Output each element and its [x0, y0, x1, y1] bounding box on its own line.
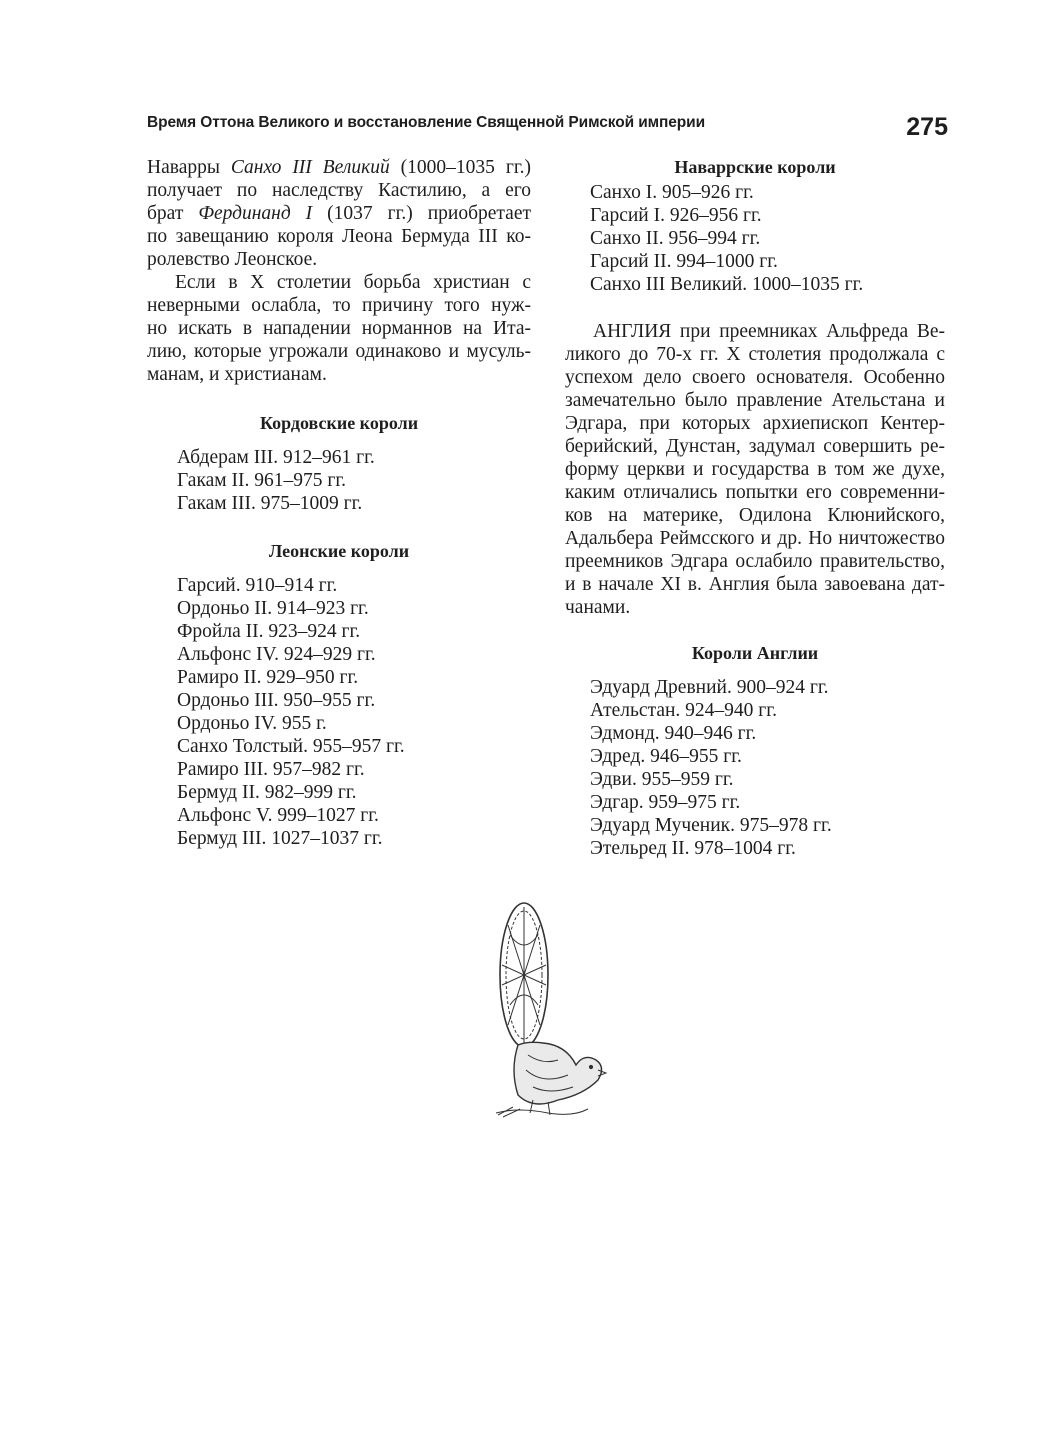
heading-leon-kings: Леонские короли: [268, 541, 410, 561]
list-item: Фройла II. 923–924 гг.: [177, 621, 361, 642]
list-item: Гарсий. 910–914 гг.: [177, 575, 338, 596]
list-item: Эдред. 946–955 гг.: [590, 746, 742, 767]
list-item: Гарсий I. 926–956 гг.: [590, 205, 762, 226]
text-line: преемников Эдгара ослабило правительство,: [565, 551, 945, 572]
list-item: Альфонс V. 999–1027 гг.: [177, 805, 379, 826]
text-line: форму церкви и государства в том же духе,: [565, 459, 945, 480]
text-line: замечательно было правление Ательстана и: [565, 390, 945, 411]
text-line: манам, и христианам.: [147, 364, 327, 385]
heading-cordoba-kings: Кордовские короли: [259, 413, 419, 433]
list-item: Гарсий II. 994–1000 гг.: [590, 251, 778, 272]
text-line: Адальбера Реймсского и др. Но ничтожество: [565, 528, 945, 549]
list-item: Эдгар. 959–975 гг.: [590, 792, 741, 813]
list-item: Ательстан. 924–940 гг.: [590, 700, 777, 721]
paragraph-england: [565, 320, 945, 619]
left-column: [147, 156, 531, 850]
running-head: Время Оттона Великого и восстановление Священной Римской империи: [147, 114, 706, 131]
text-line: [147, 156, 531, 179]
list-item: Альфонс IV. 924–929 гг.: [177, 644, 376, 665]
text-line: берийский, Дунстан, задумал совершить ре-: [565, 436, 945, 457]
list-item: Ордоньо II. 914–923 гг.: [177, 598, 369, 619]
text-line: АНГЛИЯ при преемниках Альфреда Ве-: [593, 321, 945, 342]
heading-england-kings: Короли Англии: [691, 643, 819, 663]
text-line: Эдгара, при которых архиепископ Кентер-: [565, 413, 945, 434]
list-item: Рамиро III. 957–982 гг.: [177, 759, 365, 780]
italic-name: Фердинанд I: [198, 203, 313, 224]
list-leon-kings: [147, 574, 531, 850]
text-line: успехом дело своего основателя. Особенно: [565, 367, 945, 388]
list-item: Ордоньо III. 950–955 гг.: [177, 690, 376, 711]
bird-body: [514, 1042, 602, 1104]
text-line: ролевство Леонское.: [147, 249, 318, 270]
text-line: ков на материке, Одилона Клюнийского,: [565, 505, 945, 526]
list-item: Санхо Толстый. 955–957 гг.: [177, 736, 405, 757]
list-item: Эдуард Древний. 900–924 гг.: [590, 677, 829, 698]
list-navarre-kings: [565, 181, 945, 296]
text-line: ликого до 70-х гг. X столетия продолжала с: [565, 344, 945, 365]
text-line: чанами.: [565, 597, 631, 618]
italic-name: Санхо III Великий: [230, 157, 390, 178]
list-item: Санхо II. 956–994 гг.: [590, 228, 761, 249]
list-item: Абдерам III. 912–961 гг.: [177, 447, 375, 468]
text-run: (1000–1035 гг.): [389, 157, 531, 178]
peacock-ornament-illustration: [488, 895, 608, 1120]
list-item: Эдви. 955–959 гг.: [590, 769, 734, 790]
text-line: Если в X столетии борьба христиан с: [175, 272, 531, 293]
list-item: Санхо III Великий. 1000–1035 гг.: [590, 274, 864, 295]
list-item: Эдмонд. 940–946 гг.: [590, 723, 757, 744]
text-line: получает по наследству Кастилию, а его: [147, 180, 531, 201]
paragraph-normans: [147, 271, 531, 386]
list-item: Эдуард Мученик. 975–978 гг.: [590, 815, 832, 836]
heading-navarre-kings: Наваррские короли: [674, 157, 836, 177]
list-item: Гакам II. 961–975 гг.: [177, 470, 347, 491]
text-line: по завещанию короля Леона Бермуда III ко-: [147, 226, 531, 247]
list-england-kings: [565, 676, 945, 860]
list-item: Рамиро II. 929–950 гг.: [177, 667, 359, 688]
list-item: Ордоньо IV. 955 г.: [177, 713, 327, 734]
text-line: и в начале XI в. Англия была завоевана дат-: [565, 574, 945, 595]
text-run: брат: [147, 203, 199, 224]
list-item: Этельред II. 978–1004 гг.: [590, 838, 796, 859]
text-line: каким отличались попытки его современни-: [565, 482, 945, 503]
text-run: Наварры: [147, 157, 231, 178]
paragraph-navarre-continued: [147, 156, 531, 271]
text-run: (1037 гг.) приобретает: [312, 203, 531, 224]
text-line: лию, которые угрожали одинаково и мусуль-: [147, 341, 531, 362]
right-column: [565, 156, 945, 860]
text-line: но искать в нападении норманнов на Ита-: [147, 318, 531, 339]
list-item: Бермуд III. 1027–1037 гг.: [177, 828, 383, 849]
list-item: Гакам III. 975–1009 гг.: [177, 493, 363, 514]
page-number: 275: [906, 113, 948, 141]
bird-eye: [589, 1065, 592, 1068]
tail-feathers: [502, 907, 546, 1045]
list-item: Бермуд II. 982–999 гг.: [177, 782, 357, 803]
list-cordoba-kings: [147, 446, 531, 515]
text-line: неверными ослабла, то причину того нуж-: [147, 295, 531, 316]
text-line: [147, 202, 531, 225]
list-item: Санхо I. 905–926 гг.: [590, 182, 754, 203]
